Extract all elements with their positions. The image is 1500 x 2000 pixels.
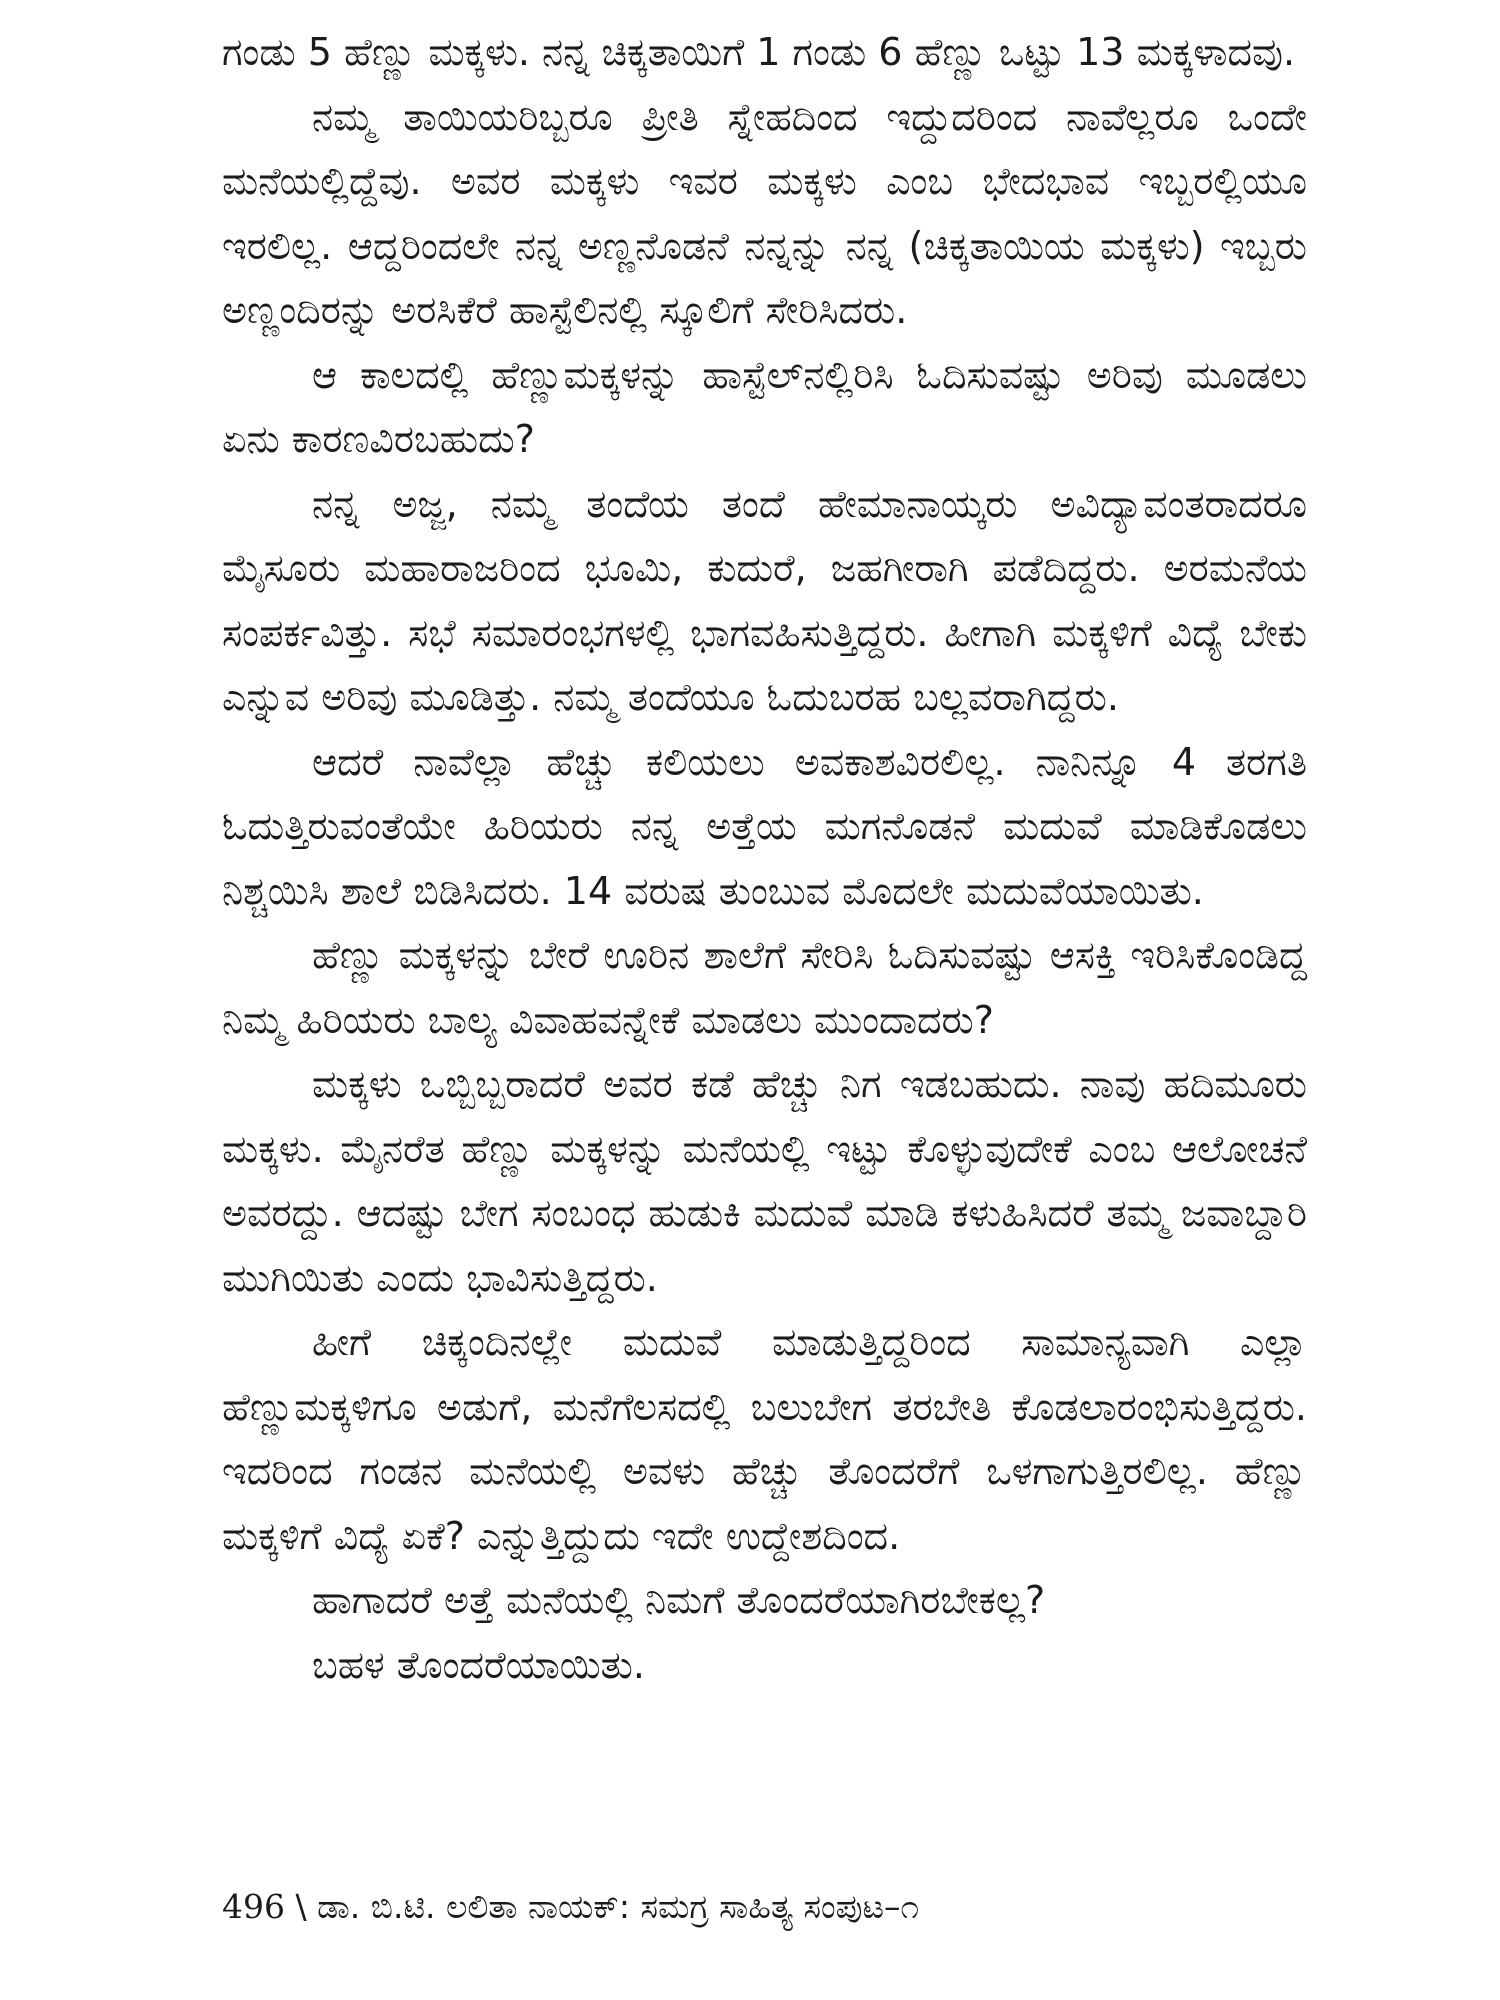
- page-number: 496: [222, 1887, 285, 1926]
- paragraph-5: ಆದರೆ ನಾವೆಲ್ಲಾ ಹೆಚ್ಚು ಕಲಿಯಲು ಅವಕಾಶವಿರಲಿಲ್ಲ. ನಾನಿನ್ನೂ 4 ತರಗತಿ ಓದುತ್ತಿರುವಂತೆಯೇ ಹಿರಿಯರು ನನ್ನ ಅತ್ತೆಯ ಮಗನೊಡನೆ ಮದುವೆ ಮಾಡಿಕೊಡಲು ನಿಶ್ಚಯಿಸಿ ಶಾಲೆ ಬಿಡಿಸಿದರು. 14 ವರುಷ ತುಂಬುವ ಮೊದಲೇ ಮದುವೆಯಾಯಿತು.: [222, 739, 1307, 913]
- paragraph-1: ಗಂಡು 5 ಹೆಣ್ಣು ಮಕ್ಕಳು. ನನ್ನ ಚಿಕ್ಕತಾಯಿಗೆ 1 ಗಂಡು 6 ಹೆಣ್ಣು ಒಟ್ಟು 13 ಮಕ್ಕಳಾದವು.: [222, 30, 1296, 74]
- footer-separator: \: [295, 1887, 307, 1926]
- paragraph-10: ಬಹಳ ತೊಂದರೆಯಾಯಿತು.: [312, 1642, 645, 1687]
- paragraph-3-question: ಆ ಕಾಲದಲ್ಲಿ ಹೆಣ್ಣುಮಕ್ಕಳನ್ನು ಹಾಸ್ಟೆಲ್‌ನಲ್ಲಿರಿಸಿ ಓದಿಸುವಷ್ಟು ಅರಿವು ಮೂಡಲು ಏನು ಕಾರಣವಿರಬಹುದು?: [222, 352, 1307, 461]
- paragraph-6-question: ಹೆಣ್ಣು ಮಕ್ಕಳನ್ನು ಬೇರೆ ಊರಿನ ಶಾಲೆಗೆ ಸೇರಿಸಿ ಓದಿಸುವಷ್ಟು ಆಸಕ್ತಿ ಇರಿಸಿಕೊಂಡಿದ್ದ ನಿಮ್ಮ ಹಿರಿಯರು ಬಾಲ್ಯ ವಿವಾಹವನ್ನೇಕೆ ಮಾಡಲು ಮುಂದಾದರು?: [222, 933, 1307, 1042]
- body-text: [222, 20, 1307, 1697]
- paragraph-2: ನಮ್ಮ ತಾಯಿಯರಿಬ್ಬರೂ ಪ್ರೀತಿ ಸ್ನೇಹದಿಂದ ಇದ್ದುದರಿಂದ ನಾವೆಲ್ಲರೂ ಒಂದೇ ಮನೆಯಲ್ಲಿದ್ದೆವು. ಅವರ ಮಕ್ಕಳು ಇವರ ಮಕ್ಕಳು ಎಂಬ ಭೇದಭಾವ ಇಬ್ಬರಲ್ಲಿಯೂ ಇರಲಿಲ್ಲ. ಆದ್ದರಿಂದಲೇ ನನ್ನ ಅಣ್ಣನೊಡನೆ ನನ್ನನ್ನು ನನ್ನ (ಚಿಕ್ಕತಾಯಿಯ ಮಕ್ಕಳು) ಇಬ್ಬರು ಅಣ್ಣಂದಿರನ್ನು ಅರಸಿಕೆರೆ ಹಾಸ್ಟೆಲಿನಲ್ಲಿ ಸ್ಕೂಲಿಗೆ ಸೇರಿಸಿದರು.: [222, 94, 1307, 332]
- page-footer: [222, 1887, 1307, 1927]
- paragraph-9-question: ಹಾಗಾದರೆ ಅತ್ತೆ ಮನೆಯಲ್ಲಿ ನಿಮಗೆ ತೊಂದರೆಯಾಗಿರಬೇಕಲ್ಲ?: [312, 1578, 1046, 1622]
- book-title: ಡಾ. ಬಿ.ಟಿ. ಲಲಿತಾ ನಾಯಕ್: ಸಮಗ್ರ ಸಾಹಿತ್ಯ ಸಂಪುಟ–೧: [317, 1887, 920, 1926]
- paragraph-4: ನನ್ನ ಅಜ್ಜ, ನಮ್ಮ ತಂದೆಯ ತಂದೆ ಹೇಮಾನಾಯ್ಕರು ಅವಿದ್ಯಾವಂತರಾದರೂ ಮೈಸೂರು ಮಹಾರಾಜರಿಂದ ಭೂಮಿ, ಕುದುರೆ, ಜಹಗೀರಾಗಿ ಪಡೆದಿದ್ದರು. ಅರಮನೆಯ ಸಂಪರ್ಕವಿತ್ತು. ಸಭೆ ಸಮಾರಂಭಗಳಲ್ಲಿ ಭಾಗವಹಿಸುತ್ತಿದ್ದರು. ಹೀಗಾಗಿ ಮಕ್ಕಳಿಗೆ ವಿದ್ಯೆ ಬೇಕು ಎನ್ನುವ ಅರಿವು ಮೂಡಿತ್ತು. ನಮ್ಮ ತಂದೆಯೂ ಓದುಬರಹ ಬಲ್ಲವರಾಗಿದ್ದರು.: [222, 481, 1307, 719]
- paragraph-8: ಹೀಗೆ ಚಿಕ್ಕಂದಿನಲ್ಲೇ ಮದುವೆ ಮಾಡುತ್ತಿದ್ದರಿಂದ ಸಾಮಾನ್ಯವಾಗಿ ಎಲ್ಲಾ ಹೆಣ್ಣುಮಕ್ಕಳಿಗೂ ಅಡುಗೆ, ಮನೆಗೆಲಸದಲ್ಲಿ ಬಲುಬೇಗ ತರಬೇತಿ ಕೊಡಲಾರಂಭಿಸುತ್ತಿದ್ದರು. ಇದರಿಂದ ಗಂಡನ ಮನೆಯಲ್ಲಿ ಅವಳು ಹೆಚ್ಚು ತೊಂದರೆಗೆ ಒಳಗಾಗುತ್ತಿರಲಿಲ್ಲ. ಹೆಣ್ಣು ಮಕ್ಕಳಿಗೆ ವಿದ್ಯೆ ಏಕೆ? ಎನ್ನುತ್ತಿದ್ದುದು ಇದೇ ಉದ್ದೇಶದಿಂದ.: [222, 1320, 1307, 1558]
- paragraph-7: ಮಕ್ಕಳು ಒಬ್ಬಿಬ್ಬರಾದರೆ ಅವರ ಕಡೆ ಹೆಚ್ಚು ನಿಗ ಇಡಬಹುದು. ನಾವು ಹದಿಮೂರು ಮಕ್ಕಳು. ಮೈನರೆತ ಹೆಣ್ಣು ಮಕ್ಕಳನ್ನು ಮನೆಯಲ್ಲಿ ಇಟ್ಟು ಕೊಳ್ಳುವುದೇಕೆ ಎಂಬ ಆಲೋಚನೆ ಅವರದ್ದು. ಆದಷ್ಟು ಬೇಗ ಸಂಬಂಧ ಹುಡುಕಿ ಮದುವೆ ಮಾಡಿ ಕಳುಹಿಸಿದರೆ ತಮ್ಮ ಜವಾಬ್ದಾರಿ ಮುಗಿಯಿತು ಎಂದು ಭಾವಿಸುತ್ತಿದ್ದರು.: [222, 1062, 1307, 1300]
